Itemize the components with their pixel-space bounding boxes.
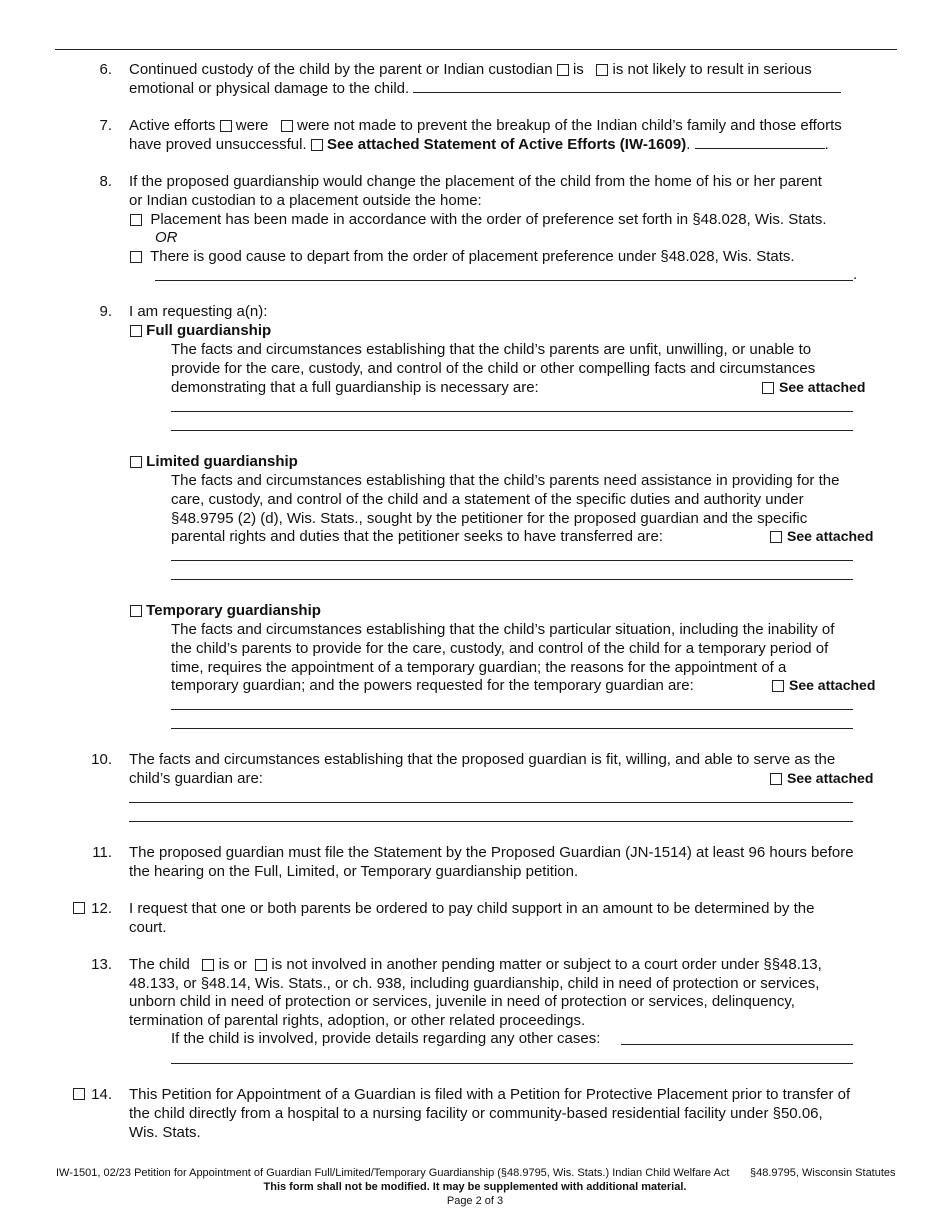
item-13-text: The child (129, 956, 190, 973)
item-7-were-not-checkbox[interactable] (281, 120, 293, 132)
limited-see-attached-label: See attached (787, 528, 874, 544)
item-6-is-not-label: is not likely to result in serious (612, 61, 812, 78)
top-rule (55, 49, 897, 50)
item-6-is-label: is (572, 61, 584, 78)
item-7-line-2: have proved unsuccessful. See attached Statement of Active Efforts (IW-1609). . (129, 136, 829, 153)
item-13-text-3: unborn child in need of protection or services, juvenile in need of protection or services, delinquency, (129, 993, 795, 1010)
item-13-is-not-checkbox[interactable] (255, 959, 267, 971)
item-8-text: If the proposed guardianship would change the placement of the child from the home of his or her parent (129, 173, 822, 190)
item-7 (129, 116, 889, 135)
limited-guardianship-option (130, 452, 298, 471)
item-8-option-1 (130, 210, 827, 229)
item-7-were-not-label: were not made to prevent the breakup of the Indian child’s family and those efforts (296, 117, 842, 134)
item-8-text-2: or Indian custodian to a placement outside the home: (129, 192, 482, 209)
temporary-text-1: The facts and circumstances establishing that the child’s particular situation, including the inability of (171, 621, 835, 638)
item-13-text-2: 48.133, or §48.14, Wis. Stats., or ch. 938, including guardianship, child in need of protection or services, (129, 975, 820, 992)
temporary-text-4: temporary guardian; and the powers requested for the temporary guardian are: (171, 677, 694, 694)
full-text-3: demonstrating that a full guardianship is necessary are: (171, 379, 539, 396)
item-14-text-3: Wis. Stats. (129, 1124, 201, 1141)
limited-text-3: §48.9795 (2) (d), Wis. Stats., sought by the petitioner for the proposed guardian and the specific (171, 510, 808, 527)
temporary-text-3: time, requires the appointment of a temporary guardian; the reasons for the appointment of a (171, 659, 787, 676)
item-13-details-label: If the child is involved, provide details regarding any other cases: (171, 1030, 601, 1047)
full-blank-1[interactable] (171, 411, 853, 412)
temporary-see-attached-checkbox[interactable] (772, 680, 784, 692)
item-14-text: This Petition for Appointment of a Guardian is filed with a Petition for Protective Placement prior to transfer of (129, 1086, 851, 1103)
item-13 (129, 955, 889, 974)
full-guardianship-checkbox[interactable] (130, 325, 142, 337)
full-see-attached (762, 378, 865, 397)
full-blank-2[interactable] (171, 430, 853, 431)
item-10-text: The facts and circumstances establishing that the proposed guardian is fit, willing, and able to serve as the (129, 751, 836, 768)
item-6-blank[interactable] (413, 80, 841, 93)
full-guardianship-title: Full guardianship (146, 322, 272, 339)
temporary-blank-1[interactable] (171, 709, 853, 710)
limited-see-attached-checkbox[interactable] (770, 531, 782, 543)
limited-blank-1[interactable] (171, 560, 853, 561)
item-6-number: 6. (99, 61, 112, 78)
item-8-or: OR (155, 229, 178, 246)
limited-text-2: care, custody, and control of the child and a statement of the specific duties and authority under (171, 491, 804, 508)
item-11-text: The proposed guardian must file the Statement by the Proposed Guardian (JN-1514) at least 96 hours before (129, 844, 854, 861)
item-8-placement-label: Placement has been made in accordance with the order of preference set forth in §48.028, Wis. Stats. (150, 211, 827, 228)
item-6-text-2: emotional or physical damage to the child. (129, 80, 410, 97)
temporary-guardianship-checkbox[interactable] (130, 605, 142, 617)
limited-see-attached (770, 527, 873, 546)
item-14-number: 14. (91, 1086, 112, 1103)
item-9-intro: I am requesting a(n): (129, 303, 268, 320)
item-7-were-label: were (235, 117, 269, 134)
item-8-option-2 (130, 247, 795, 266)
item-8-good-cause-label: There is good cause to depart from the order of placement preference under §48.028, Wis. Stats. (150, 248, 795, 265)
item-10-see-attached-checkbox[interactable] (770, 773, 782, 785)
item-12-number: 12. (91, 900, 112, 917)
temporary-guardianship-option (130, 601, 321, 620)
item-7-number: 7. (99, 117, 112, 134)
item-13-is-checkbox[interactable] (202, 959, 214, 971)
item-10-blank-2[interactable] (129, 821, 853, 822)
limited-text-1: The facts and circumstances establishing that the child’s parents need assistance in providing for the (171, 472, 840, 489)
footer-notice: This form shall not be modified. It may be supplemented with additional material. (263, 1181, 687, 1193)
item-13-details (171, 1029, 600, 1048)
item-13-text-4: termination of parental rights, adoption, or other related proceedings. (129, 1012, 586, 1029)
item-11-number: 11. (92, 844, 112, 861)
item-13-is-not-label: is not involved in another pending matter or subject to a court order under §§48.13, (271, 956, 822, 973)
item-14-text-2: the child directly from a hospital to a nursing facility or community-based residential facility under §50.06, (129, 1105, 823, 1122)
full-guardianship-option (130, 321, 271, 340)
item-6-is-not-checkbox[interactable] (596, 64, 608, 76)
item-8-period: . (853, 266, 858, 283)
item-7-text: Active efforts (129, 117, 216, 134)
item-12-text-2: court. (129, 919, 167, 936)
temporary-guardianship-title: Temporary guardianship (146, 602, 321, 619)
item-6-text: Continued custody of the child by the parent or Indian custodian (129, 61, 553, 78)
item-10-blank-1[interactable] (129, 802, 853, 803)
item-7-were-checkbox[interactable] (220, 120, 232, 132)
limited-guardianship-title: Limited guardianship (146, 453, 298, 470)
footer-statute: §48.9795, Wisconsin Statutes (750, 1167, 896, 1179)
full-text-1: The facts and circumstances establishing that the child’s parents are unfit, unwilling, or unable to (171, 341, 812, 358)
item-13-details-blank[interactable] (621, 1044, 853, 1045)
item-10-see-attached-label: See attached (787, 770, 874, 786)
item-8-blank[interactable] (155, 280, 853, 281)
item-10-number: 10. (91, 751, 112, 768)
item-6-line-2 (129, 79, 889, 98)
footer-form-id: IW-1501, 02/23 Petition for Appointment of Guardian Full/Limited/Temporary Guardianship (§48.9795, Wis. Stats.) Indian Child Welfare Act (56, 1167, 730, 1179)
temporary-see-attached (772, 676, 875, 695)
temporary-see-attached-label: See attached (789, 677, 876, 693)
item-13-is-label: is or (218, 956, 247, 973)
item-11-text-2: the hearing on the Full, Limited, or Temporary guardianship petition. (129, 863, 579, 880)
item-6-is-checkbox[interactable] (557, 64, 569, 76)
temporary-blank-2[interactable] (171, 728, 853, 729)
full-see-attached-label: See attached (779, 379, 866, 395)
limited-guardianship-checkbox[interactable] (130, 456, 142, 468)
footer-page-number: Page 2 of 3 (446, 1195, 504, 1207)
limited-text-4: parental rights and duties that the petitioner seeks to have transferred are: (171, 528, 663, 545)
item-7-attached-label: See attached Statement of Active Efforts (IW-1609) (326, 136, 687, 153)
limited-blank-2[interactable] (171, 579, 853, 580)
item-9-number: 9. (99, 303, 112, 320)
item-10-text-2: child’s guardian are: (129, 770, 263, 787)
item-13-number: 13. (91, 956, 112, 973)
full-see-attached-checkbox[interactable] (762, 382, 774, 394)
full-text-2: provide for the care, custody, and control of the child or other compelling facts and circumstances (171, 360, 816, 377)
item-7-text-2: have proved unsuccessful. (129, 136, 307, 153)
item-7-blank[interactable] (695, 136, 825, 149)
item-13-details-blank-2[interactable] (171, 1063, 853, 1064)
item-10-see-attached (770, 769, 873, 788)
item-8-number: 8. (99, 173, 112, 190)
item-8-placement-checkbox[interactable] (130, 214, 142, 226)
item-7-attached-checkbox[interactable] (311, 139, 323, 151)
item-6 (129, 60, 889, 79)
temporary-text-2: the child’s parents to provide for the care, custody, and control of the child for a temporary period of (171, 640, 829, 657)
item-12-text: I request that one or both parents be ordered to pay child support in an amount to be determined by the (129, 900, 815, 917)
item-8-good-cause-checkbox[interactable] (130, 251, 142, 263)
